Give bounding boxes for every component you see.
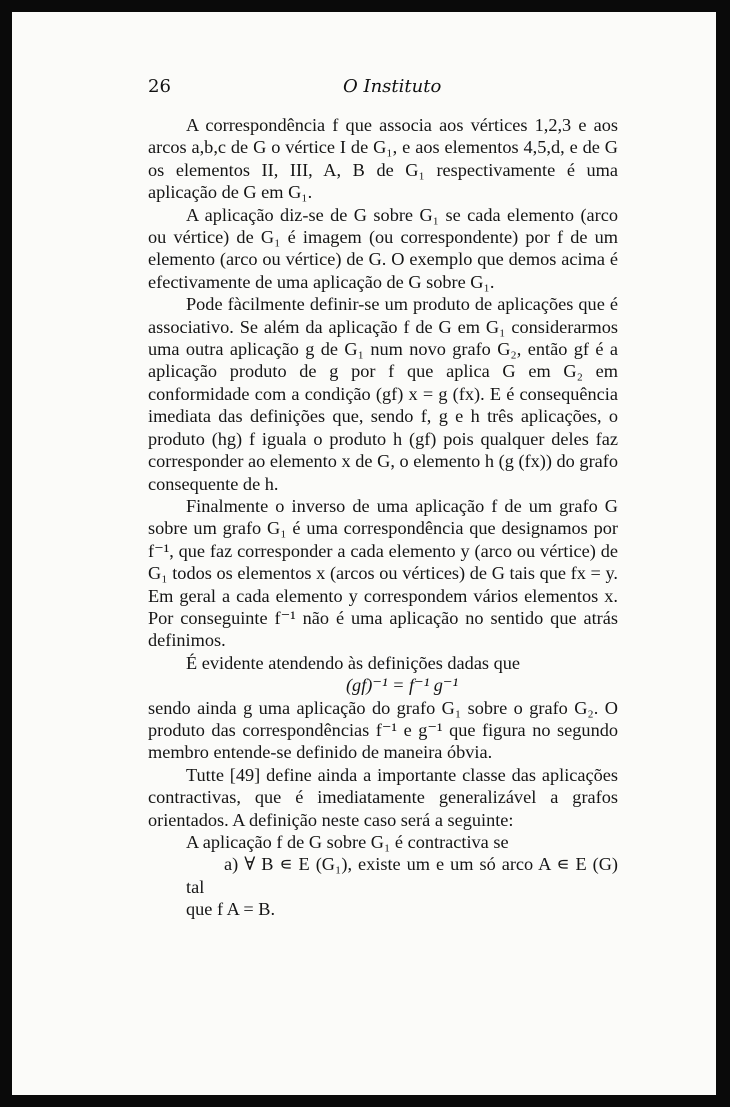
paragraph-produto-aplicacoes: Pode fàcilmente definir-se um produto de aplicações que é associativo. Se além da aplicação f de G em G₁ considerarmos uma outra aplicação g de G₁ num novo grafo G₂, então gf é a aplicação produto de g por f que aplica G em G₂ em conformidade com a condição (gf) x = g (fx). E é consequência imediata das definições que, sendo f, g e h três aplicações, o produto (hg) f iguala o produto h (gf) pois qualquer deles faz corresponder ao elemento x de G, o elemento h (g (fx)) do grafo consequente de h. (148, 294, 618, 494)
book-page (12, 12, 716, 1095)
paragraph-aplicacao-exemplo: A correspondência f que associa aos vértices 1,2,3 e aos arcos a,b,c de G o vértice I de G₁, e aos elementos 4,5,d, e de G os elementos II, III, A, B de G₁ respectivamente é uma aplicação de G em G₁. (148, 115, 618, 203)
page-body (148, 114, 618, 921)
paragraph-tutte: Tutte [49] define ainda a importante classe das aplicações contractivas, que é imediatamente generalizável a grafos orientados. A definição neste caso será a seguinte: (148, 764, 618, 830)
condition-a-continuation: que f A = B. (186, 899, 276, 920)
paragraph-evidente: É evidente atendendo às definições dadas que (186, 652, 521, 673)
formula-inverse-product: (gf)⁻¹ = f⁻¹ g⁻¹ (345, 675, 459, 696)
page-number: 26 (148, 76, 171, 97)
paragraph-inverso: Finalmente o inverso de uma aplicação f de um grafo G sobre um grafo G₁ é uma correspondência que designamos por f⁻¹, que faz corresponder a cada elemento y (arco ou vértice) de G₁ todos os elementos x (arcos ou vértices) de G tais que fx = y. Em geral a cada elemento y correspondem vários elementos x. Por conseguinte f⁻¹ não é uma aplicação no sentido que atrás definimos. (148, 495, 618, 651)
paragraph-definition-intro: A aplicação f de G sobre G₁ é contractiva se (186, 832, 509, 852)
paragraph-aplicacao-sobre: A aplicação diz-se de G sobre G₁ se cada elemento (arco ou vértice) de G₁ é imagem (ou correspondente) por f de um elemento (arco ou vértice) de G. O exemplo que demos acima é efectivamente de uma aplicação de G sobre G₁. (148, 204, 618, 292)
condition-a: a) ∀ B ∊ E (G₁), existe um e um só arco A ∊ E (G) tal (186, 854, 618, 897)
paragraph-after-formula: sendo ainda g uma aplicação do grafo G₁ sobre o grafo G₂. O produto das correspondências f⁻¹ e g⁻¹ que figura no segundo membro entende-se definido de maneira óbvia. (148, 697, 618, 763)
running-title: O Instituto (343, 76, 442, 97)
